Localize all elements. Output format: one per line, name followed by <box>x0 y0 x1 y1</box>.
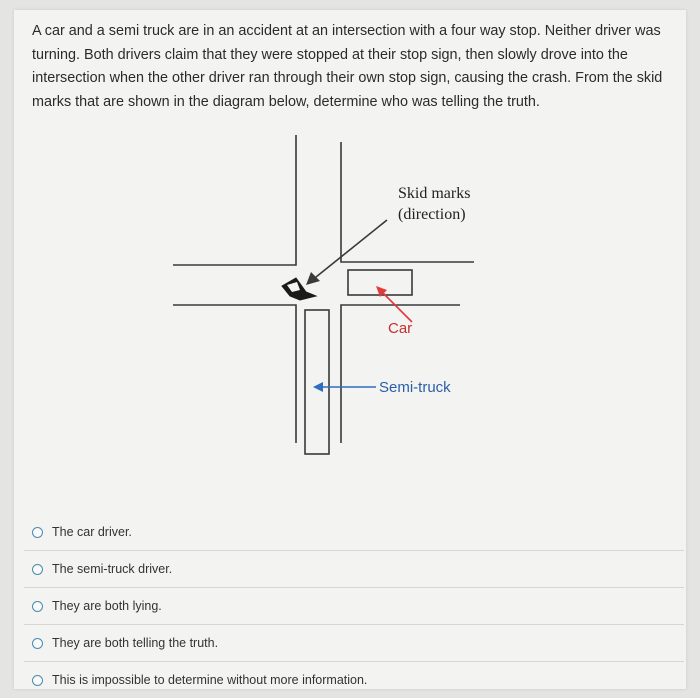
option-semi-truck-driver[interactable] <box>24 550 684 587</box>
option-both-lying[interactable] <box>24 587 684 624</box>
option-label: They are both telling the truth. <box>52 636 219 650</box>
option-car-driver[interactable] <box>24 514 684 550</box>
question-text: A car and a semi truck are in an accident at an intersection with a four way stop. Neither driver was turning. Both drivers claim that they were stopped at their stop sign, then slowly drove into the intersection when the other driver ran through their own stop sign, causing the crash. From the skid marks that are shown in the diagram below, determine who was telling the truth. <box>32 23 663 110</box>
radio-button[interactable] <box>32 675 43 686</box>
semi-truck-rect <box>305 310 329 454</box>
radio-button[interactable] <box>32 601 43 612</box>
option-label: The car driver. <box>52 525 132 539</box>
road-edge-lower-left <box>173 305 296 443</box>
truck-skid-arrow <box>313 382 376 392</box>
option-label: This is impossible to determine without more information. <box>52 673 368 687</box>
option-label: They are both lying. <box>52 599 162 613</box>
road-edge-upper-right <box>341 142 474 262</box>
option-impossible[interactable] <box>24 661 684 698</box>
option-both-truth[interactable] <box>24 624 684 661</box>
radio-button[interactable] <box>32 527 43 538</box>
option-label: The semi-truck driver. <box>52 562 173 576</box>
car-skid-arrow <box>376 286 412 322</box>
car-label: Car <box>388 320 413 337</box>
radio-button[interactable] <box>32 638 43 649</box>
semi-truck-label: Semi-truck <box>379 379 451 396</box>
radio-button[interactable] <box>32 564 43 575</box>
skid-pointer-arrow <box>306 220 387 285</box>
skid-marks-label: Skid marks <box>398 185 471 202</box>
road-edge-upper-left <box>173 135 296 265</box>
road-lines <box>173 135 474 443</box>
skid-direction-label: (direction) <box>398 206 466 223</box>
answer-options <box>24 514 684 698</box>
